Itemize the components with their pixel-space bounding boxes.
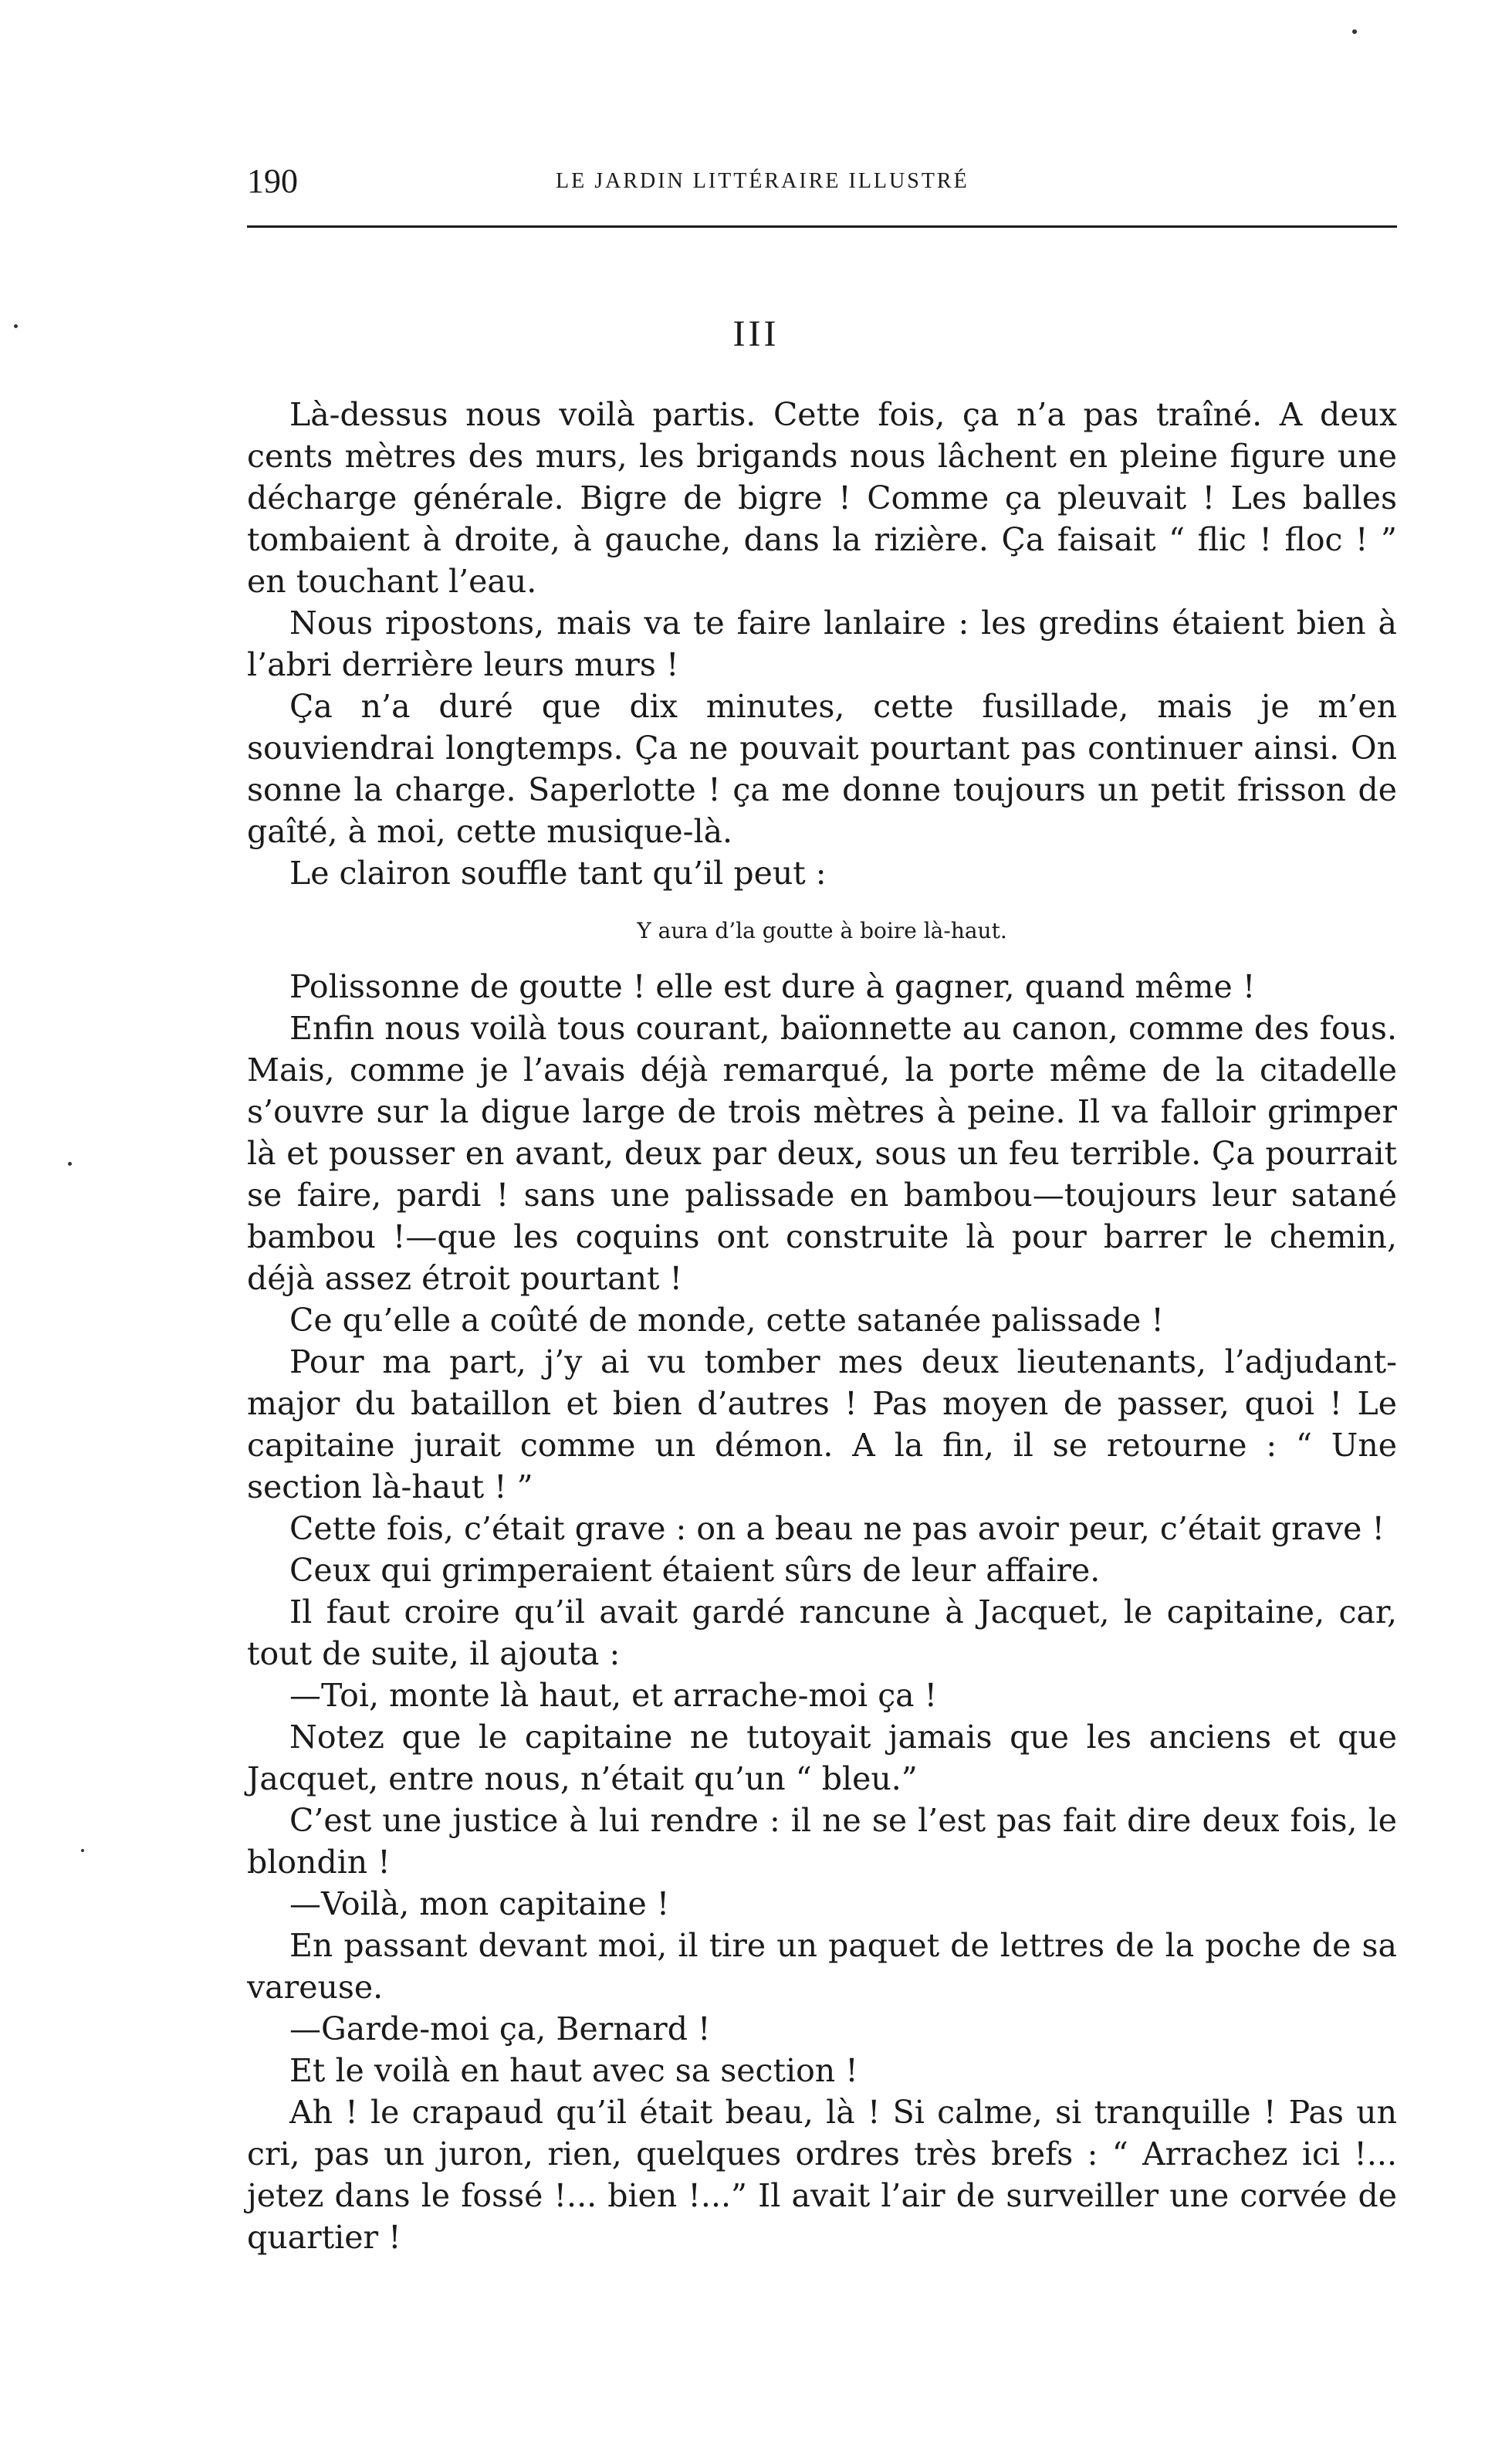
running-head: LE JARDIN LITTÉRAIRE ILLUSTRÉ (556, 169, 969, 193)
paragraph: Là-dessus nous voilà partis. Cette fois, ça n’a pas traîné. A deux cents mètres des murs, les brigands nous lâchent en pleine figure une décharge générale. Bigre de bigre ! Comme ça pleuvait ! Les balles tombaient à droite, à gauche, dans la rizière. Ça faisait “ flic ! floc ! ” en touchant l’eau. (247, 396, 1397, 600)
paragraph: Enfin nous voilà tous courant, baïonnette au canon, comme des fous. Mais, comme je l’avais déjà remarqué, la porte même de la citadelle s’ouvre sur la digue large de trois mètres à peine. Il va falloir grimper là et pousser en avant, deux par deux, sous un feu terrible. Ça pourrait se faire, pardi ! sans une palissade en bambou—toujours leur satané bambou !—que les coquins ont construite là pour barrer le chemin, déjà assez étroit pourtant ! (247, 1010, 1397, 1297)
paragraph: Nous ripostons, mais va te faire lanlaire : les gredins étaient bien à l’abri derrière leurs murs ! (247, 604, 1397, 683)
page-number: 190 (247, 162, 298, 200)
paragraph: Pour ma part, j’y ai vu tomber mes deux lieutenants, l’adjudant-major du bataillon et bien d’autres ! Pas moyen de passer, quoi ! Le capitaine jurait comme un démon. A la fin, il se retourne : “ Une section là-haut ! ” (247, 1343, 1397, 1505)
paragraph: Ah ! le crapaud qu’il était beau, là ! Si calme, si tranquille ! Pas un cri, pas un juron, rien, quelques ordres très brefs : “ Arrachez ici !... jetez dans le fossé !... bien !...” Il avait l’air de surveiller une corvée de quartier ! (247, 2094, 1397, 2256)
paragraph: Cette fois, c’était grave : on a beau ne pas avoir peur, c’était grave ! (289, 1510, 1385, 1547)
paragraph: Ça n’a duré que dix minutes, cette fusillade, mais je m’en souviendrai longtemps. Ça ne pouvait pourtant pas continuer ainsi. On sonne la charge. Saperlotte ! ça me donne toujours un petit frisson de gaîté, à moi, cette musique-là. (247, 688, 1397, 850)
paragraph: Et le voilà en haut avec sa section ! (289, 2052, 858, 2089)
paragraph: —Toi, monte là haut, et arrache-moi ça ! (289, 1677, 938, 1714)
paragraph: Il faut croire qu’il avait gardé rancune à Jacquet, le capitaine, car, tout de suite, il ajouta : (247, 1593, 1397, 1672)
paragraph: C’est une justice à lui rendre : il ne se l’est pas fait dire deux fois, le blondin ! (247, 1802, 1397, 1881)
paragraph: Ce qu’elle a coûté de monde, cette satanée palissade ! (289, 1302, 1164, 1339)
paragraph: —Garde-moi ça, Bernard ! (289, 2010, 711, 2047)
print-speck (14, 324, 18, 328)
page-header (247, 158, 1397, 205)
paragraph: Ceux qui grimperaient étaient sûrs de leur affaire. (289, 1552, 1101, 1589)
header-rule (247, 225, 1397, 228)
paragraph: Polissonne de goutte ! elle est dure à gagner, quand même ! (289, 968, 1256, 1005)
body-text (247, 394, 1397, 2258)
paragraph: En passant devant moi, il tire un paquet de lettres de la poche de sa vareuse. (247, 1927, 1397, 2006)
print-speck (68, 1162, 72, 1166)
paragraph: Notez que le capitaine ne tutoyait jamais que les anciens et que Jacquet, entre nous, n’était qu’un “ bleu.” (247, 1719, 1397, 1797)
song-line: Y aura d’la goutte à boire là-haut. (637, 918, 1007, 943)
print-speck (81, 1849, 84, 1852)
chapter-heading: III (732, 313, 780, 354)
print-speck (1352, 29, 1357, 34)
paragraph: —Voilà, mon capitaine ! (289, 1885, 670, 1922)
paragraph: Le clairon souffle tant qu’il peut : (289, 855, 827, 892)
